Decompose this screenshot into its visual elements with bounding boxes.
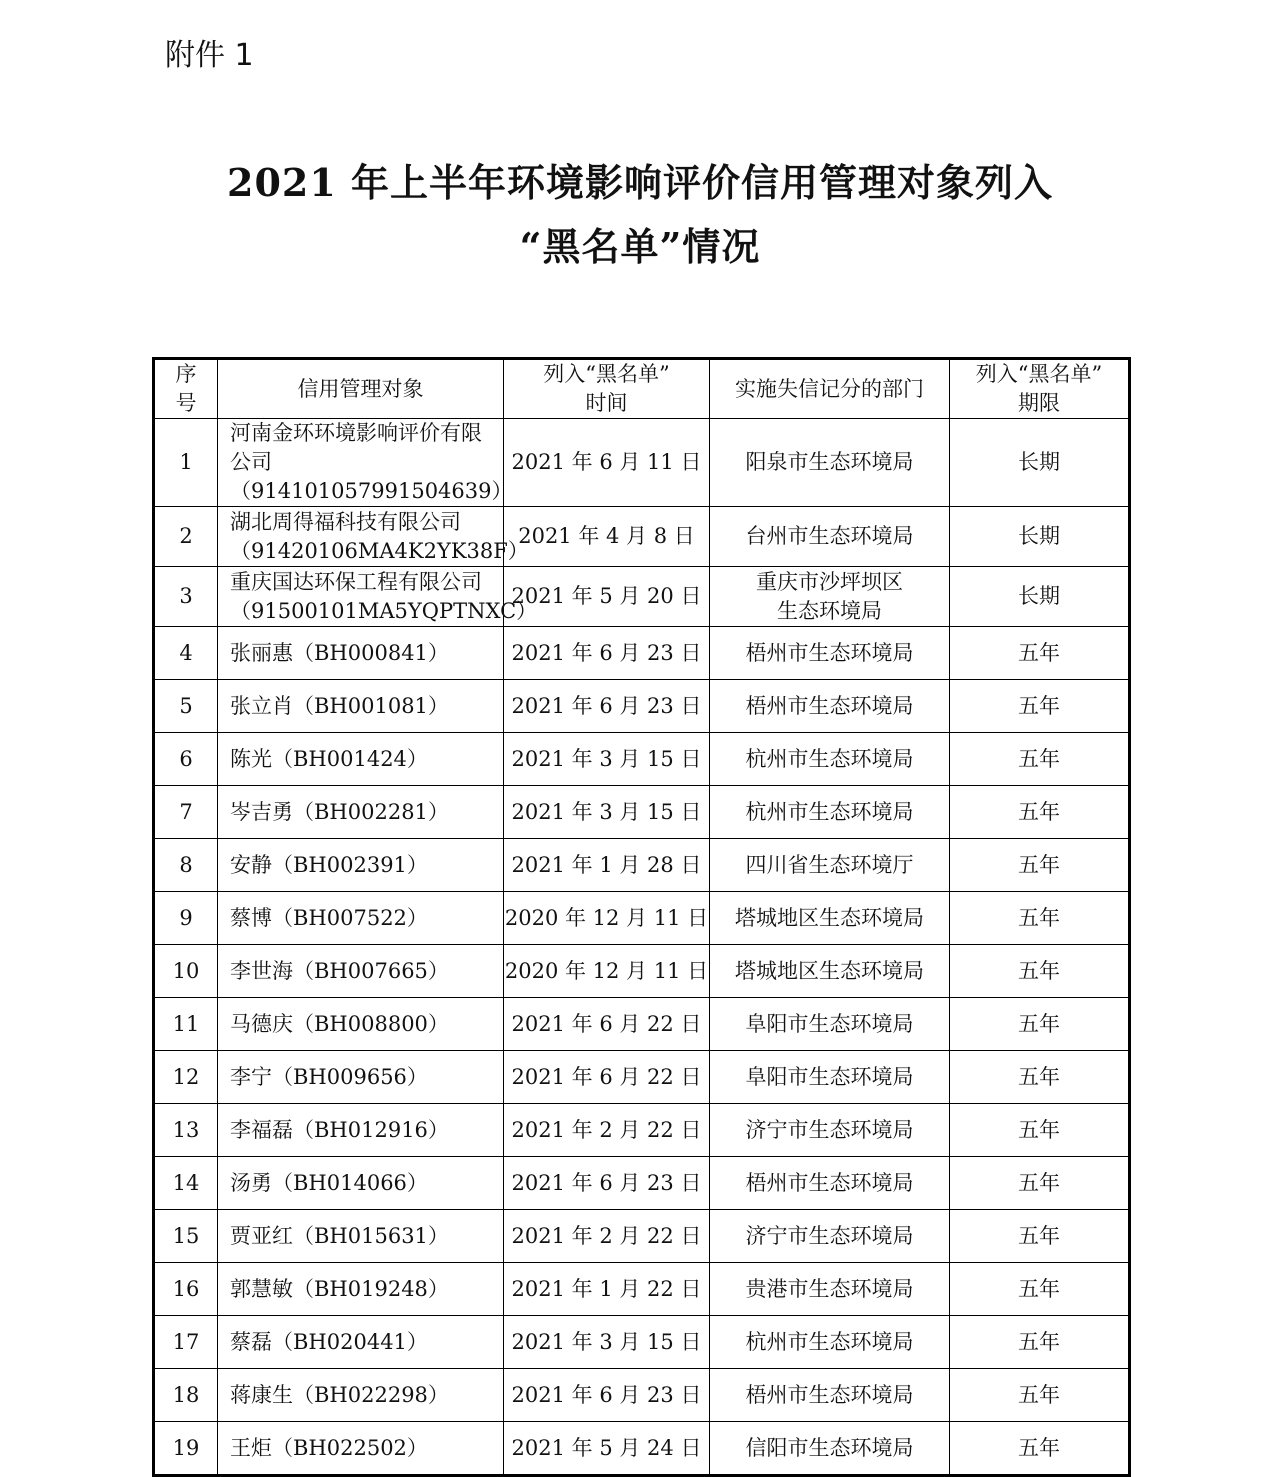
cell-date: 2021 年 6 月 22 日 — [504, 1051, 710, 1104]
header-object: 信用管理对象 — [218, 359, 504, 419]
cell-object — [218, 1157, 504, 1210]
cell-dept-line-2: 生态环境局 — [777, 598, 882, 623]
header-term-line-2: 期限 — [1018, 391, 1060, 415]
table-row — [154, 1051, 1130, 1104]
cell-object — [218, 945, 504, 998]
cell-dept — [710, 1104, 950, 1157]
cell-object-line-2: （91420106MA4K2YK38F） — [230, 538, 529, 563]
cell-seq: 15 — [154, 1210, 218, 1263]
cell-seq: 5 — [154, 680, 218, 733]
cell-dept — [710, 892, 950, 945]
table-row — [154, 1369, 1130, 1422]
cell-date: 2021 年 3 月 15 日 — [504, 733, 710, 786]
cell-term: 五年 — [950, 627, 1130, 680]
cell-dept-line-1: 杭州市生态环境局 — [745, 799, 914, 824]
cell-seq: 10 — [154, 945, 218, 998]
table-row — [154, 419, 1130, 507]
cell-term: 五年 — [950, 1210, 1130, 1263]
cell-object-line-1: 贾亚红（BH015631） — [230, 1223, 449, 1248]
cell-object — [218, 1263, 504, 1316]
header-seq-line-2: 号 — [175, 391, 197, 415]
cell-date: 2021 年 1 月 28 日 — [504, 839, 710, 892]
table-row — [154, 627, 1130, 680]
cell-date: 2021 年 1 月 22 日 — [504, 1263, 710, 1316]
cell-dept — [710, 1210, 950, 1263]
cell-object — [218, 1369, 504, 1422]
cell-date: 2021 年 6 月 23 日 — [504, 1157, 710, 1210]
cell-dept-line-1: 阜阳市生态环境局 — [745, 1011, 914, 1036]
cell-dept-line-1: 塔城地区生态环境局 — [735, 905, 924, 930]
page-title-line-1: 2021 年上半年环境影响评价信用管理对象列入 — [227, 160, 1053, 205]
cell-dept-line-1: 济宁市生态环境局 — [745, 1223, 914, 1248]
cell-dept-line-1: 梧州市生态环境局 — [745, 693, 914, 718]
cell-dept — [710, 419, 950, 507]
cell-seq: 4 — [154, 627, 218, 680]
cell-object — [218, 680, 504, 733]
table-row — [154, 680, 1130, 733]
table-row — [154, 1157, 1130, 1210]
cell-object-line-1: 湖北周得福科技有限公司 — [230, 509, 461, 534]
cell-object-line-1: 张丽惠（BH000841） — [230, 640, 449, 665]
cell-date: 2021 年 2 月 22 日 — [504, 1210, 710, 1263]
cell-date: 2021 年 3 月 15 日 — [504, 786, 710, 839]
cell-term: 五年 — [950, 892, 1130, 945]
cell-date: 2021 年 6 月 23 日 — [504, 1369, 710, 1422]
cell-object-line-2: 公司（914101057991504639） — [230, 450, 513, 503]
cell-dept-line-1: 济宁市生态环境局 — [745, 1117, 914, 1142]
cell-seq: 9 — [154, 892, 218, 945]
cell-dept-line-1: 四川省生态环境厅 — [745, 852, 914, 877]
cell-dept-line-1: 杭州市生态环境局 — [745, 1329, 914, 1354]
cell-term: 五年 — [950, 839, 1130, 892]
cell-term: 五年 — [950, 1157, 1130, 1210]
table-row — [154, 839, 1130, 892]
cell-date: 2021 年 5 月 20 日 — [504, 567, 710, 627]
table-row — [154, 1104, 1130, 1157]
header-dept: 实施失信记分的部门 — [710, 359, 950, 419]
cell-date: 2020 年 12 月 11 日 — [504, 892, 710, 945]
cell-object — [218, 839, 504, 892]
cell-date: 2021 年 2 月 22 日 — [504, 1104, 710, 1157]
cell-seq: 3 — [154, 567, 218, 627]
cell-seq: 18 — [154, 1369, 218, 1422]
cell-term: 五年 — [950, 786, 1130, 839]
table-row — [154, 786, 1130, 839]
cell-object-line-1: 重庆国达环保工程有限公司 — [230, 569, 482, 594]
cell-object — [218, 1422, 504, 1476]
cell-term: 五年 — [950, 1369, 1130, 1422]
table-row — [154, 1316, 1130, 1369]
header-seq — [154, 359, 218, 419]
cell-object-line-1: 蒋康生（BH022298） — [230, 1382, 449, 1407]
cell-seq: 11 — [154, 998, 218, 1051]
cell-object — [218, 507, 529, 567]
cell-dept-line-1: 杭州市生态环境局 — [745, 746, 914, 771]
table-row — [154, 998, 1130, 1051]
cell-term: 长期 — [950, 507, 1130, 567]
cell-date: 2021 年 4 月 8 日 — [504, 507, 710, 567]
cell-date: 2021 年 6 月 11 日 — [504, 419, 710, 507]
header-term — [950, 359, 1130, 419]
blacklist-table — [152, 357, 1131, 1477]
cell-term: 五年 — [950, 733, 1130, 786]
header-date-line-2: 时间 — [585, 391, 628, 415]
cell-date: 2021 年 6 月 23 日 — [504, 627, 710, 680]
cell-term: 五年 — [950, 1051, 1130, 1104]
header-date — [504, 359, 710, 419]
cell-dept — [710, 1316, 950, 1369]
cell-term: 五年 — [950, 1263, 1130, 1316]
cell-seq: 7 — [154, 786, 218, 839]
cell-dept-line-1: 阳泉市生态环境局 — [745, 450, 914, 474]
cell-date: 2020 年 12 月 11 日 — [504, 945, 710, 998]
cell-term: 五年 — [950, 998, 1130, 1051]
header-seq-line-1: 序 — [175, 362, 197, 386]
cell-term: 五年 — [950, 1104, 1130, 1157]
cell-object-line-1: 王炬（BH022502） — [230, 1435, 428, 1460]
cell-object — [218, 1316, 504, 1369]
cell-dept-line-1: 梧州市生态环境局 — [745, 1382, 914, 1407]
cell-object-line-1: 岑吉勇（BH002281） — [230, 799, 449, 824]
header-date-line-1: 列入“黑名单” — [543, 362, 670, 386]
table-row — [154, 507, 1130, 567]
cell-object — [218, 1210, 504, 1263]
cell-date: 2021 年 5 月 24 日 — [504, 1422, 710, 1476]
cell-dept-line-1: 阜阳市生态环境局 — [745, 1064, 914, 1089]
cell-object — [218, 1104, 504, 1157]
cell-dept-line-1: 台州市生态环境局 — [745, 524, 914, 548]
cell-seq: 13 — [154, 1104, 218, 1157]
cell-seq: 2 — [154, 507, 218, 567]
cell-date: 2021 年 6 月 23 日 — [504, 680, 710, 733]
cell-object — [218, 1051, 504, 1104]
header-term-line-1: 列入“黑名单” — [975, 362, 1103, 386]
cell-object-line-1: 蔡博（BH007522） — [230, 905, 428, 930]
cell-term: 五年 — [950, 945, 1130, 998]
cell-dept — [710, 733, 950, 786]
page-title-line-2: “黑名单”情况 — [519, 224, 761, 269]
cell-term: 五年 — [950, 1422, 1130, 1476]
cell-object — [218, 786, 504, 839]
cell-term: 长期 — [950, 419, 1130, 507]
cell-dept-line-1: 贵港市生态环境局 — [745, 1276, 914, 1301]
cell-dept — [710, 1051, 950, 1104]
cell-object — [218, 627, 504, 680]
cell-dept-line-1: 梧州市生态环境局 — [745, 1170, 914, 1195]
cell-object-line-1: 安静（BH002391） — [230, 852, 428, 877]
cell-dept-line-1: 重庆市沙坪坝区 — [756, 569, 903, 594]
cell-seq: 17 — [154, 1316, 218, 1369]
cell-dept — [710, 998, 950, 1051]
cell-seq: 6 — [154, 733, 218, 786]
cell-dept — [710, 945, 950, 998]
cell-object-line-1: 李世海（BH007665） — [230, 958, 449, 983]
cell-term: 五年 — [950, 1316, 1130, 1369]
cell-seq: 14 — [154, 1157, 218, 1210]
cell-dept — [710, 1369, 950, 1422]
cell-term: 五年 — [950, 680, 1130, 733]
cell-object-line-1: 陈光（BH001424） — [230, 746, 428, 771]
cell-dept-line-1: 梧州市生态环境局 — [745, 640, 914, 665]
cell-dept — [710, 567, 950, 627]
table-row — [154, 945, 1130, 998]
cell-object-line-1: 李福磊（BH012916） — [230, 1117, 449, 1142]
cell-object — [218, 419, 513, 507]
cell-date: 2021 年 3 月 15 日 — [504, 1316, 710, 1369]
cell-object — [218, 892, 504, 945]
cell-object-line-2: （91500101MA5YQPTNXC） — [230, 598, 538, 623]
cell-dept — [710, 627, 950, 680]
cell-object-line-1: 汤勇（BH014066） — [230, 1170, 428, 1195]
cell-seq: 19 — [154, 1422, 218, 1476]
table-row — [154, 892, 1130, 945]
cell-seq: 8 — [154, 839, 218, 892]
cell-dept — [710, 839, 950, 892]
table-row — [154, 1263, 1130, 1316]
cell-dept — [710, 507, 950, 567]
cell-dept — [710, 786, 950, 839]
cell-object-line-1: 马德庆（BH008800） — [230, 1011, 449, 1036]
cell-object-line-1: 河南金环环境影响评价有限 — [230, 421, 482, 445]
table-header-row — [154, 359, 1130, 419]
cell-object-line-1: 李宁（BH009656） — [230, 1064, 428, 1089]
cell-date: 2021 年 6 月 22 日 — [504, 998, 710, 1051]
cell-dept — [710, 1157, 950, 1210]
cell-object — [218, 998, 504, 1051]
cell-seq: 1 — [154, 419, 218, 507]
cell-seq: 16 — [154, 1263, 218, 1316]
cell-dept — [710, 1263, 950, 1316]
cell-dept — [710, 680, 950, 733]
cell-object-line-1: 张立肖（BH001081） — [230, 693, 449, 718]
table-row — [154, 1210, 1130, 1263]
cell-dept-line-1: 信阳市生态环境局 — [745, 1435, 914, 1460]
table-row — [154, 733, 1130, 786]
table-row — [154, 1422, 1130, 1476]
cell-dept-line-1: 塔城地区生态环境局 — [735, 958, 924, 983]
cell-dept — [710, 1422, 950, 1476]
cell-object-line-1: 郭慧敏（BH019248） — [230, 1276, 449, 1301]
cell-seq: 12 — [154, 1051, 218, 1104]
cell-object — [218, 733, 504, 786]
cell-object-line-1: 蔡磊（BH020441） — [230, 1329, 428, 1354]
table-row — [154, 567, 1130, 627]
cell-term: 长期 — [950, 567, 1130, 627]
attachment-label: 附件 1 — [165, 38, 254, 73]
cell-object — [218, 567, 538, 627]
